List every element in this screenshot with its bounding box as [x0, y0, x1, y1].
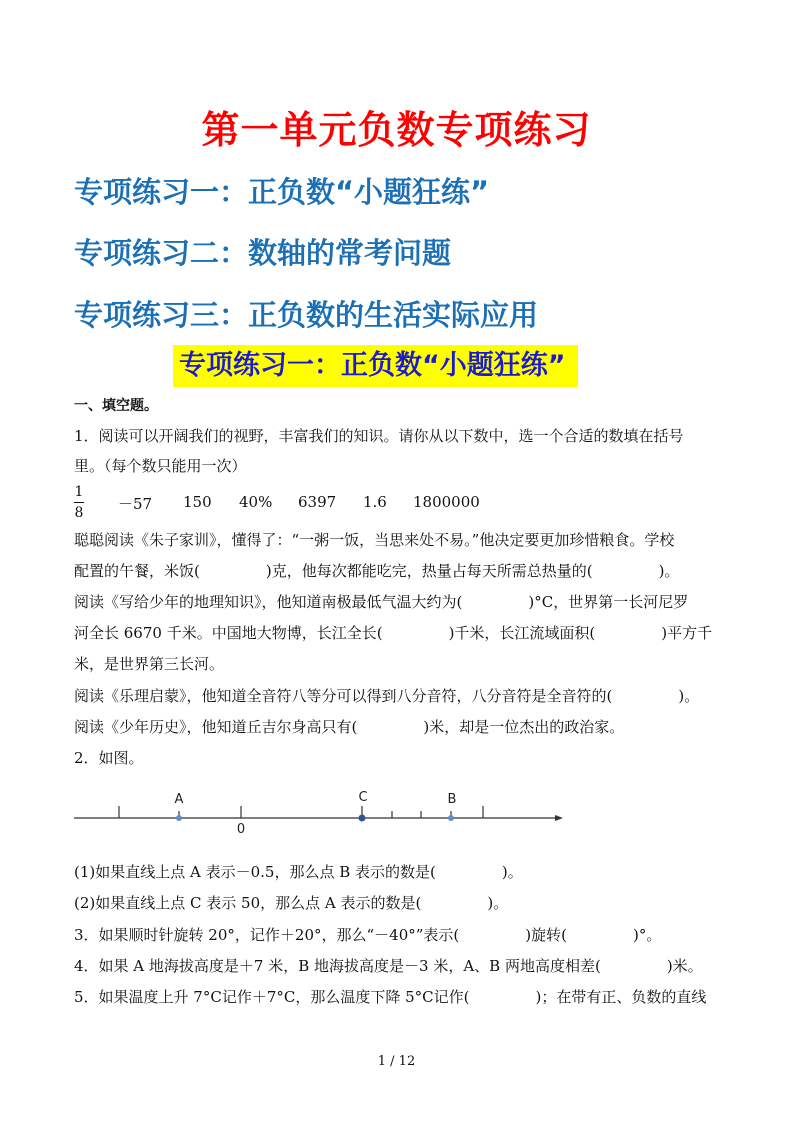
q1-para2-text-b: )克，他每次都能吃完，热量占每天所需总热量的( [265, 562, 593, 580]
toc-item-1: 专项练习一：正负数“小题狂练” [74, 175, 490, 209]
number-choice-6: 1800000 [413, 493, 480, 511]
fraction-denominator: 8 [74, 505, 84, 521]
q1-para2-text-c: )。 [658, 562, 680, 580]
toc-item-2: 专项练习二：数轴的常考问题 [74, 236, 452, 270]
zero-label: 0 [236, 822, 246, 837]
q1-para2 [74, 561, 679, 581]
number-choice-1: －57 [118, 495, 153, 513]
q1-para4-text-a: 河全长 6670 千米。中国地大物博，长江全长( [74, 624, 383, 642]
q3-text-a: 3．如果顺时针旋转 20°，记作＋20°，那么“－40°”表示( [74, 926, 460, 944]
q1-para7 [74, 717, 624, 737]
q1-para3-text-a: 阅读《写给少年的地理知识》，他知道南极最低气温大约为( [74, 593, 463, 611]
q1-para7-text-a: 阅读《少年历史》，他知道丘吉尔身高只有( [74, 718, 358, 736]
q1-para3 [74, 592, 688, 612]
q3-text-b: )旋转( [525, 926, 567, 944]
q2-sub2-text-a: (2)如果直线上点 C 表示 50，那么点 A 表示的数是( [74, 894, 422, 912]
fraction-bar [74, 502, 84, 503]
q2-sub1-text-b: )。 [501, 863, 523, 881]
q1-para2-text-a: 配置的午餐，米饭( [74, 562, 200, 580]
q5 [74, 987, 706, 1007]
page-indicator: 1 / 12 [377, 1054, 416, 1069]
point-a-label: A [174, 792, 184, 807]
q1-para3-text-b: )°C，世界第一长河尼罗 [528, 593, 689, 611]
q4-text-b: )米。 [666, 957, 703, 975]
q1-line2: 里。（每个数只能用一次） [74, 457, 247, 475]
q1-para7-text-b: )米，却是一位杰出的政治家。 [423, 718, 625, 736]
point-c-label: C [358, 790, 368, 805]
q4 [74, 956, 703, 976]
q1-line1: 1．阅读可以开阔我们的视野，丰富我们的知识。请你从以下数中，选一个合适的数填在括号 [74, 427, 684, 445]
q1-para1: 聪聪阅读《朱子家训》，懂得了：“一粥一饭，当思来处不易。”他决定要更加珍惜粮食。学校 [74, 531, 675, 549]
point-a-dot [176, 815, 182, 821]
number-line-diagram [0, 780, 793, 840]
q5-text-a: 5．如果温度上升 7°C记作＋7°C，那么温度下降 5°C记作( [74, 988, 470, 1006]
section-heading: 一、填空题。 [74, 398, 158, 414]
q1-para4 [74, 623, 712, 643]
q2-sub2-text-b: )。 [487, 894, 509, 912]
q1-para6-text-b: )。 [678, 687, 700, 705]
q3 [74, 925, 661, 945]
fraction-one-eighth [74, 484, 84, 521]
q2-label: 2．如图。 [74, 749, 144, 767]
number-choice-3: 40% [239, 493, 273, 511]
q1-para4-text-c: )平方千 [661, 624, 713, 642]
section-banner: 专项练习一：正负数“小题狂练” [173, 345, 578, 387]
point-b-dot [448, 815, 454, 821]
q5-text-b: )；在带有正、负数的直线 [535, 988, 707, 1006]
q4-text-a: 4．如果 A 地海拔高度是＋7 米，B 地海拔高度是－3 米，A、B 两地高度相差( [74, 957, 601, 975]
point-b-label: B [447, 792, 457, 807]
number-choice-2: 150 [183, 493, 212, 511]
number-choice-4: 6397 [298, 493, 337, 511]
q1-para5: 米，是世界第三长河。 [74, 655, 225, 673]
toc-item-3: 专项练习三：正负数的生活实际应用 [74, 298, 539, 332]
q2-sub2 [74, 893, 508, 913]
q2-sub1-text-a: (1)如果直线上点 A 表示－0.5，那么点 B 表示的数是( [74, 863, 436, 881]
arrow-head-icon [555, 815, 563, 821]
q2-sub1 [74, 862, 523, 882]
main-title: 第一单元负数专项练习 [201, 108, 592, 152]
point-c-dot [359, 815, 366, 822]
q1-para6-text-a: 阅读《乐理启蒙》，他知道全音符八等分可以得到八分音符，八分音符是全音符的( [74, 687, 613, 705]
number-choice-5: 1.6 [363, 493, 387, 511]
fraction-numerator: 1 [74, 484, 84, 500]
q1-para6 [74, 686, 699, 706]
q1-para4-text-b: )千米，长江流域面积( [448, 624, 596, 642]
q3-text-c: )°。 [632, 926, 662, 944]
